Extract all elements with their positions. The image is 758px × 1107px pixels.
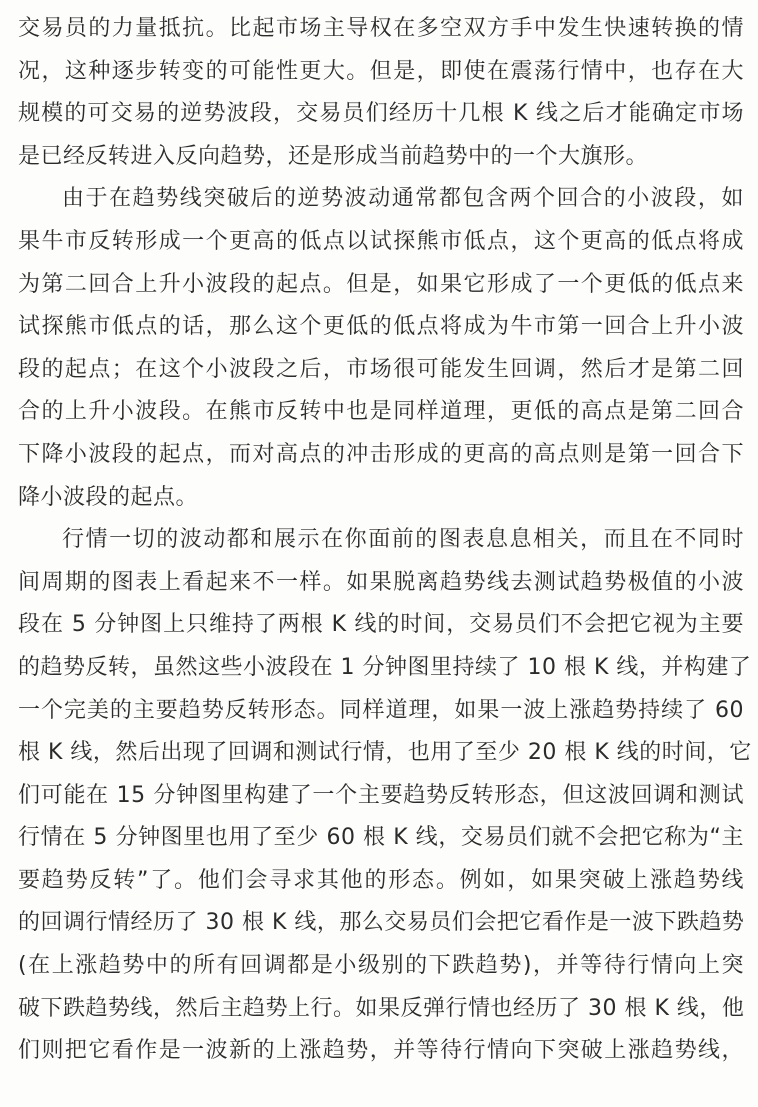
text-line: 要趋势反转”了。他们会寻求其他的形态。例如，如果突破上涨趋势线 (18, 867, 744, 893)
text-line: 间周期的图表上看起来不一样。如果脱离趋势线去测试趋势极值的小波 (18, 569, 744, 595)
text-line: 行情一切的波动都和展示在你面前的图表息息相关，而且在不同时 (62, 527, 744, 553)
text-line: 由于在趋势线突破后的逆势波动通常都包含两个回合的小波段，如 (62, 186, 744, 212)
text-line: 们可能在 15 分钟图里构建了一个主要趋势反转形态，但这波回调和测试 (18, 782, 744, 808)
paragraph-1 (18, 8, 744, 178)
text-line: 试探熊市低点的话，那么这个更低的低点将成为牛市第一回合上升小波 (18, 314, 744, 340)
text-line: (在上涨趋势中的所有回调都是小级别的下跌趋势)，并等待行情向上突 (18, 953, 744, 979)
text-line: 的回调行情经历了 30 根 K 线，那么交易员们会把它看作是一波下跌趋势 (18, 910, 745, 936)
text-line: 是已经反转进入反向趋势，还是形成当前趋势中的一个大旗形。 (18, 143, 649, 169)
text-line: 破下跌趋势线，然后主趋势上行。如果反弹行情也经历了 30 根 K 线，他 (18, 995, 745, 1021)
text-line: 果牛市反转形成一个更高的低点以试探熊市低点，这个更高的低点将成 (18, 228, 744, 254)
text-line: 况，这种逐步转变的可能性更大。但是，即使在震荡行情中，也存在大 (18, 58, 744, 84)
text-line: 段在 5 分钟图上只维持了两根 K 线的时间，交易员们不会把它视为主要 (18, 612, 744, 638)
text-line: 根 K 线，然后出现了回调和测试行情，也用了至少 20 根 K 线的时间，它 (18, 740, 752, 766)
text-line: 规模的可交易的逆势波段，交易员们经历十几根 K 线之后才能确定市场 (18, 101, 744, 127)
paragraph-2 (18, 178, 744, 519)
text-line: 降小波段的起点。 (18, 484, 199, 510)
text-line: 交易员的力量抵抗。比起市场主导权在多空双方手中发生快速转换的情 (18, 16, 744, 41)
text-line: 为第二回合上升小波段的起点。但是，如果它形成了一个更低的低点来 (18, 271, 744, 297)
text-line: 一个完美的主要趋势反转形态。同样道理，如果一波上涨趋势持续了 60 (18, 697, 744, 723)
text-line: 下降小波段的起点，而对高点的冲击形成的更高的高点则是第一回合下 (18, 441, 744, 467)
text-line: 合的上升小波段。在熊市反转中也是同样道理，更低的高点是第二回合 (18, 399, 744, 425)
text-line: 行情在 5 分钟图里也用了至少 60 根 K 线，交易员们就不会把它称为“主 (18, 825, 744, 851)
text-line: 段的起点；在这个小波段之后，市场很可能发生回调，然后才是第二回 (18, 356, 744, 382)
text-line: 的趋势反转，虽然这些小波段在 1 分钟图里持续了 10 根 K 线，并构建了 (18, 654, 752, 680)
text-line: 们则把它看作是一波新的上涨趋势，并等待行情向下突破上涨趋势线， (18, 1038, 744, 1064)
paragraph-3 (18, 519, 752, 1073)
